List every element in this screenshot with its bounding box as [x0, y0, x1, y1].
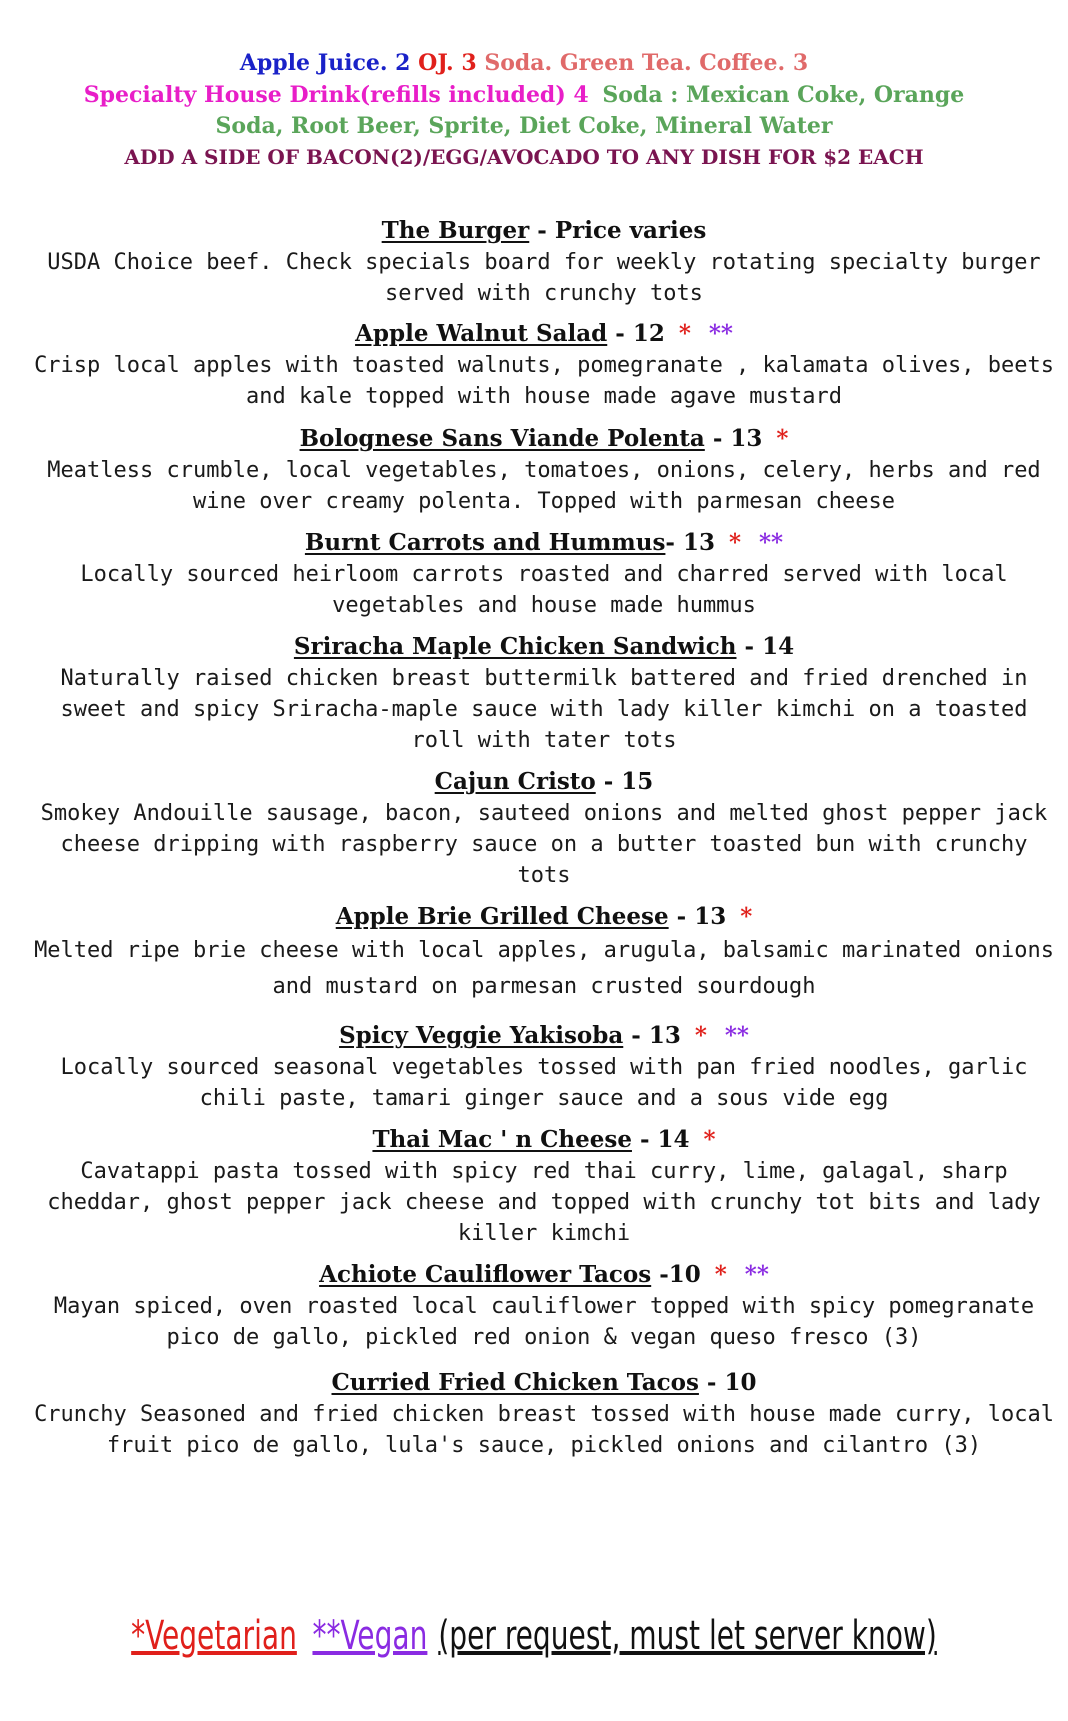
item-name: Apple Walnut Salad: [355, 320, 608, 347]
add-side-note: [0, 142, 1058, 172]
item-title: [24, 901, 1064, 933]
vegetarian-marker: *: [740, 903, 753, 930]
vegetarian-marker: *: [714, 1261, 727, 1288]
item-price: - 14: [744, 633, 795, 660]
vegan-marker: **: [759, 529, 784, 556]
item-title: [24, 1124, 1064, 1156]
vegetarian-marker: *: [703, 1126, 716, 1153]
menu-item: [24, 1124, 1064, 1249]
vegan-marker: **: [744, 1261, 769, 1288]
drinks-line-2: [0, 80, 1058, 110]
item-title: [24, 215, 1064, 247]
item-name: Thai Mac ' n Cheese: [372, 1126, 632, 1153]
item-description: Crunchy Seasoned and fried chicken breast tossed with house made curry, local fruit pico de gallo, lula's sauce, pickled onions and cilantro (3): [34, 1402, 1054, 1458]
dietary-legend: [117, 1608, 950, 1664]
item-price: - 13: [712, 425, 763, 452]
item-description: Mayan spiced, oven roasted local cauliflower topped with spicy pomegranate pico de gallo, pickled red onion & vegan queso fresco (3): [53, 1294, 1035, 1350]
item-name: Burnt Carrots and Hummus: [304, 529, 666, 556]
oj-price: OJ. 3: [418, 50, 477, 76]
menu-item: [24, 527, 1064, 621]
item-price: - 12: [615, 320, 665, 347]
item-title: [24, 318, 1064, 350]
item-description: Crisp local apples with toasted walnuts, pomegranate , kalamata olives, beets and kale topped with house made agave mustard: [34, 353, 1054, 409]
legend-note: (per request, must let server know): [438, 1613, 937, 1659]
soda-tea-coffee-price: Soda. Green Tea. Coffee. 3: [484, 50, 809, 76]
specialty-drink-price: Specialty House Drink(refills included) 4: [83, 82, 589, 108]
vegan-marker: **: [708, 320, 733, 347]
menu-item: [24, 215, 1064, 309]
item-price: - 10: [706, 1369, 757, 1396]
item-price: - 13: [665, 529, 715, 556]
item-price: - 13: [631, 1022, 681, 1049]
menu-item: [24, 1020, 1064, 1114]
item-name: Curried Fried Chicken Tacos: [331, 1369, 699, 1396]
item-description: Locally sourced heirloom carrots roasted and charred served with local vegetables and house made hummus: [80, 562, 1008, 618]
item-title: [24, 1259, 1064, 1291]
vegetarian-marker: *: [694, 1022, 707, 1049]
item-price: - Price varies: [537, 217, 707, 244]
item-title: [24, 766, 1064, 798]
item-name: The Burger: [381, 217, 530, 244]
item-title: [24, 1367, 1064, 1399]
item-title: [24, 1020, 1064, 1052]
menu-item: [24, 766, 1064, 891]
item-name: Achiote Cauliflower Tacos: [319, 1261, 652, 1288]
vegetarian-marker: *: [776, 425, 789, 452]
vegetarian-marker: *: [678, 320, 691, 347]
item-title: [24, 631, 1064, 663]
item-description: Meatless crumble, local vegetables, tomatoes, onions, celery, herbs and red wine over creamy polenta. Topped with parmesan cheese: [47, 458, 1041, 514]
item-description: Naturally raised chicken breast buttermilk battered and fried drenched in sweet and spicy Sriracha-maple sauce with lady killer kimchi on a toasted roll with tater tots: [60, 666, 1028, 753]
item-name: Cajun Cristo: [434, 768, 596, 795]
menu-item: [24, 1367, 1064, 1461]
soda-list-part-2: Soda, Root Beer, Sprite, Diet Coke, Mineral Water: [215, 113, 833, 139]
menu-item: [24, 423, 1064, 517]
item-name: Apple Brie Grilled Cheese: [335, 903, 669, 930]
menu-item: [24, 631, 1064, 756]
item-name: Bolognese Sans Viande Polenta: [299, 425, 705, 452]
menu-item: [24, 318, 1064, 412]
item-description: Melted ripe brie cheese with local apples, arugula, balsamic marinated onions and mustard on parmesan crusted sourdough: [34, 938, 1054, 999]
add-side-text: ADD A SIDE OF BACON(2)/EGG/AVOCADO TO ANY DISH FOR $2 EACH: [124, 145, 924, 169]
menu-item: [24, 901, 1064, 1005]
vegan-marker: **: [724, 1022, 749, 1049]
vegetarian-marker: *: [728, 529, 742, 556]
apple-juice-price: Apple Juice. 2: [239, 50, 411, 76]
vegetarian-legend: *Vegetarian: [131, 1613, 297, 1659]
item-description: Locally sourced seasonal vegetables tossed with pan fried noodles, garlic chili paste, tamari ginger sauce and a sous vide egg: [60, 1055, 1028, 1111]
item-price: - 14: [639, 1126, 690, 1153]
soda-list-part-1: Soda : Mexican Coke, Orange: [602, 82, 965, 108]
drinks-line-1: [0, 48, 1058, 78]
item-price: - 15: [603, 768, 654, 795]
item-price: -10: [659, 1261, 701, 1288]
item-description: USDA Choice beef. Check specials board for weekly rotating specialty burger served with crunchy tots: [47, 250, 1041, 306]
item-title: [24, 527, 1064, 559]
drinks-line-3: [0, 111, 1058, 141]
vegan-legend: **Vegan: [312, 1613, 428, 1659]
item-price: - 13: [676, 903, 727, 930]
item-description: Smokey Andouille sausage, bacon, sauteed onions and melted ghost pepper jack cheese dripping with raspberry sauce on a butter toasted bun with crunchy tots: [40, 801, 1048, 888]
item-title: [24, 423, 1064, 455]
item-description: Cavatappi pasta tossed with spicy red thai curry, lime, galagal, sharp cheddar, ghost pepper jack cheese and topped with crunchy tot bits and lady killer kimchi: [47, 1159, 1041, 1246]
item-name: Spicy Veggie Yakisoba: [339, 1022, 624, 1049]
menu-item: [24, 1259, 1064, 1353]
item-name: Sriracha Maple Chicken Sandwich: [293, 633, 737, 660]
